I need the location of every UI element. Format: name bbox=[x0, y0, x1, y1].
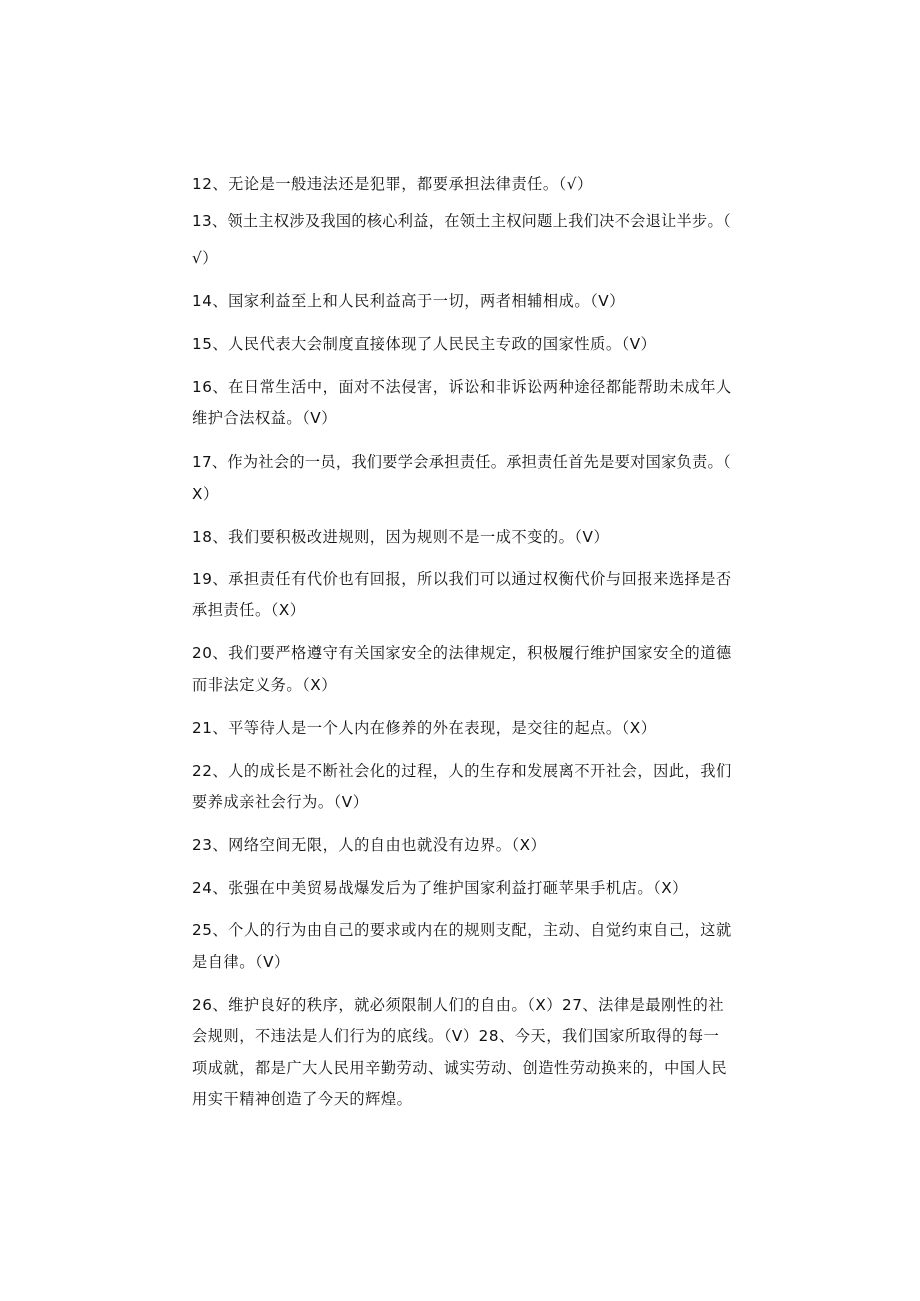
text-line: 而非法定义务。（X） bbox=[192, 676, 337, 694]
text-line: 26、维护良好的秩序，就必须限制人们的自由。（X）27、法律是最刚性的社 bbox=[192, 996, 725, 1014]
text-line: X） bbox=[192, 485, 219, 503]
text-line: 要养成亲社会行为。（V） bbox=[192, 793, 369, 811]
text-line: 是自律。（V） bbox=[192, 953, 290, 971]
text-line: 17、作为社会的一员，我们要学会承担责任。承担责任首先是要对国家负责。（ bbox=[192, 453, 731, 471]
text-line: 14、国家利益至上和人民利益高于一切，两者相辅相成。（V） bbox=[192, 292, 625, 310]
text-line: 项成就，都是广大人民用辛勤劳动、诚实劳动、创造性劳动换来的，中国人民 bbox=[192, 1059, 728, 1077]
text-line: 维护合法权益。（V） bbox=[192, 409, 337, 427]
text-line: 15、人民代表大会制度直接体现了人民民主专政的国家性质。（V） bbox=[192, 335, 657, 353]
text-line: 24、张强在中美贸易战爆发后为了维护国家利益打砸苹果手机店。（X） bbox=[192, 879, 688, 897]
text-line: 13、领土主权涉及我国的核心利益，在领土主权问题上我们决不会退让半步。（ bbox=[192, 212, 731, 230]
text-line: 16、在日常生活中，面对不法侵害，诉讼和非诉讼两种途径都能帮助未成年人 bbox=[192, 378, 732, 396]
text-line: 18、我们要积极改进规则，因为规则不是一成不变的。（V） bbox=[192, 528, 610, 546]
text-line: 22、人的成长是不断社会化的过程，人的生存和发展离不开社会，因此，我们 bbox=[192, 762, 732, 780]
text-line: 承担责任。（X） bbox=[192, 601, 306, 619]
text-line: 25、个人的行为由自己的要求或内在的规则支配，主动、自觉约束自己，这就 bbox=[192, 921, 732, 939]
text-line: 21、平等待人是一个人内在修养的外在表现，是交往的起点。（X） bbox=[192, 719, 657, 737]
text-line: 用实干精神创造了今天的辉煌。 bbox=[192, 1090, 413, 1108]
text-line: 23、网络空间无限，人的自由也就没有边界。（X） bbox=[192, 836, 547, 854]
text-line: 19、承担责任有代价也有回报，所以我们可以通过权衡代价与回报来选择是否 bbox=[192, 570, 732, 588]
text-line: 会规则，不违法是人们行为的底线。（V）28、今天，我们国家所取得的每一 bbox=[192, 1027, 720, 1045]
text-line: 20、我们要严格遵守有关国家安全的法律规定，积极履行维护国家安全的道德 bbox=[192, 644, 732, 662]
text-line: √） bbox=[192, 249, 218, 267]
text-line: 12、无论是一般违法还是犯罪，都要承担法律责任。（√） bbox=[192, 175, 593, 193]
